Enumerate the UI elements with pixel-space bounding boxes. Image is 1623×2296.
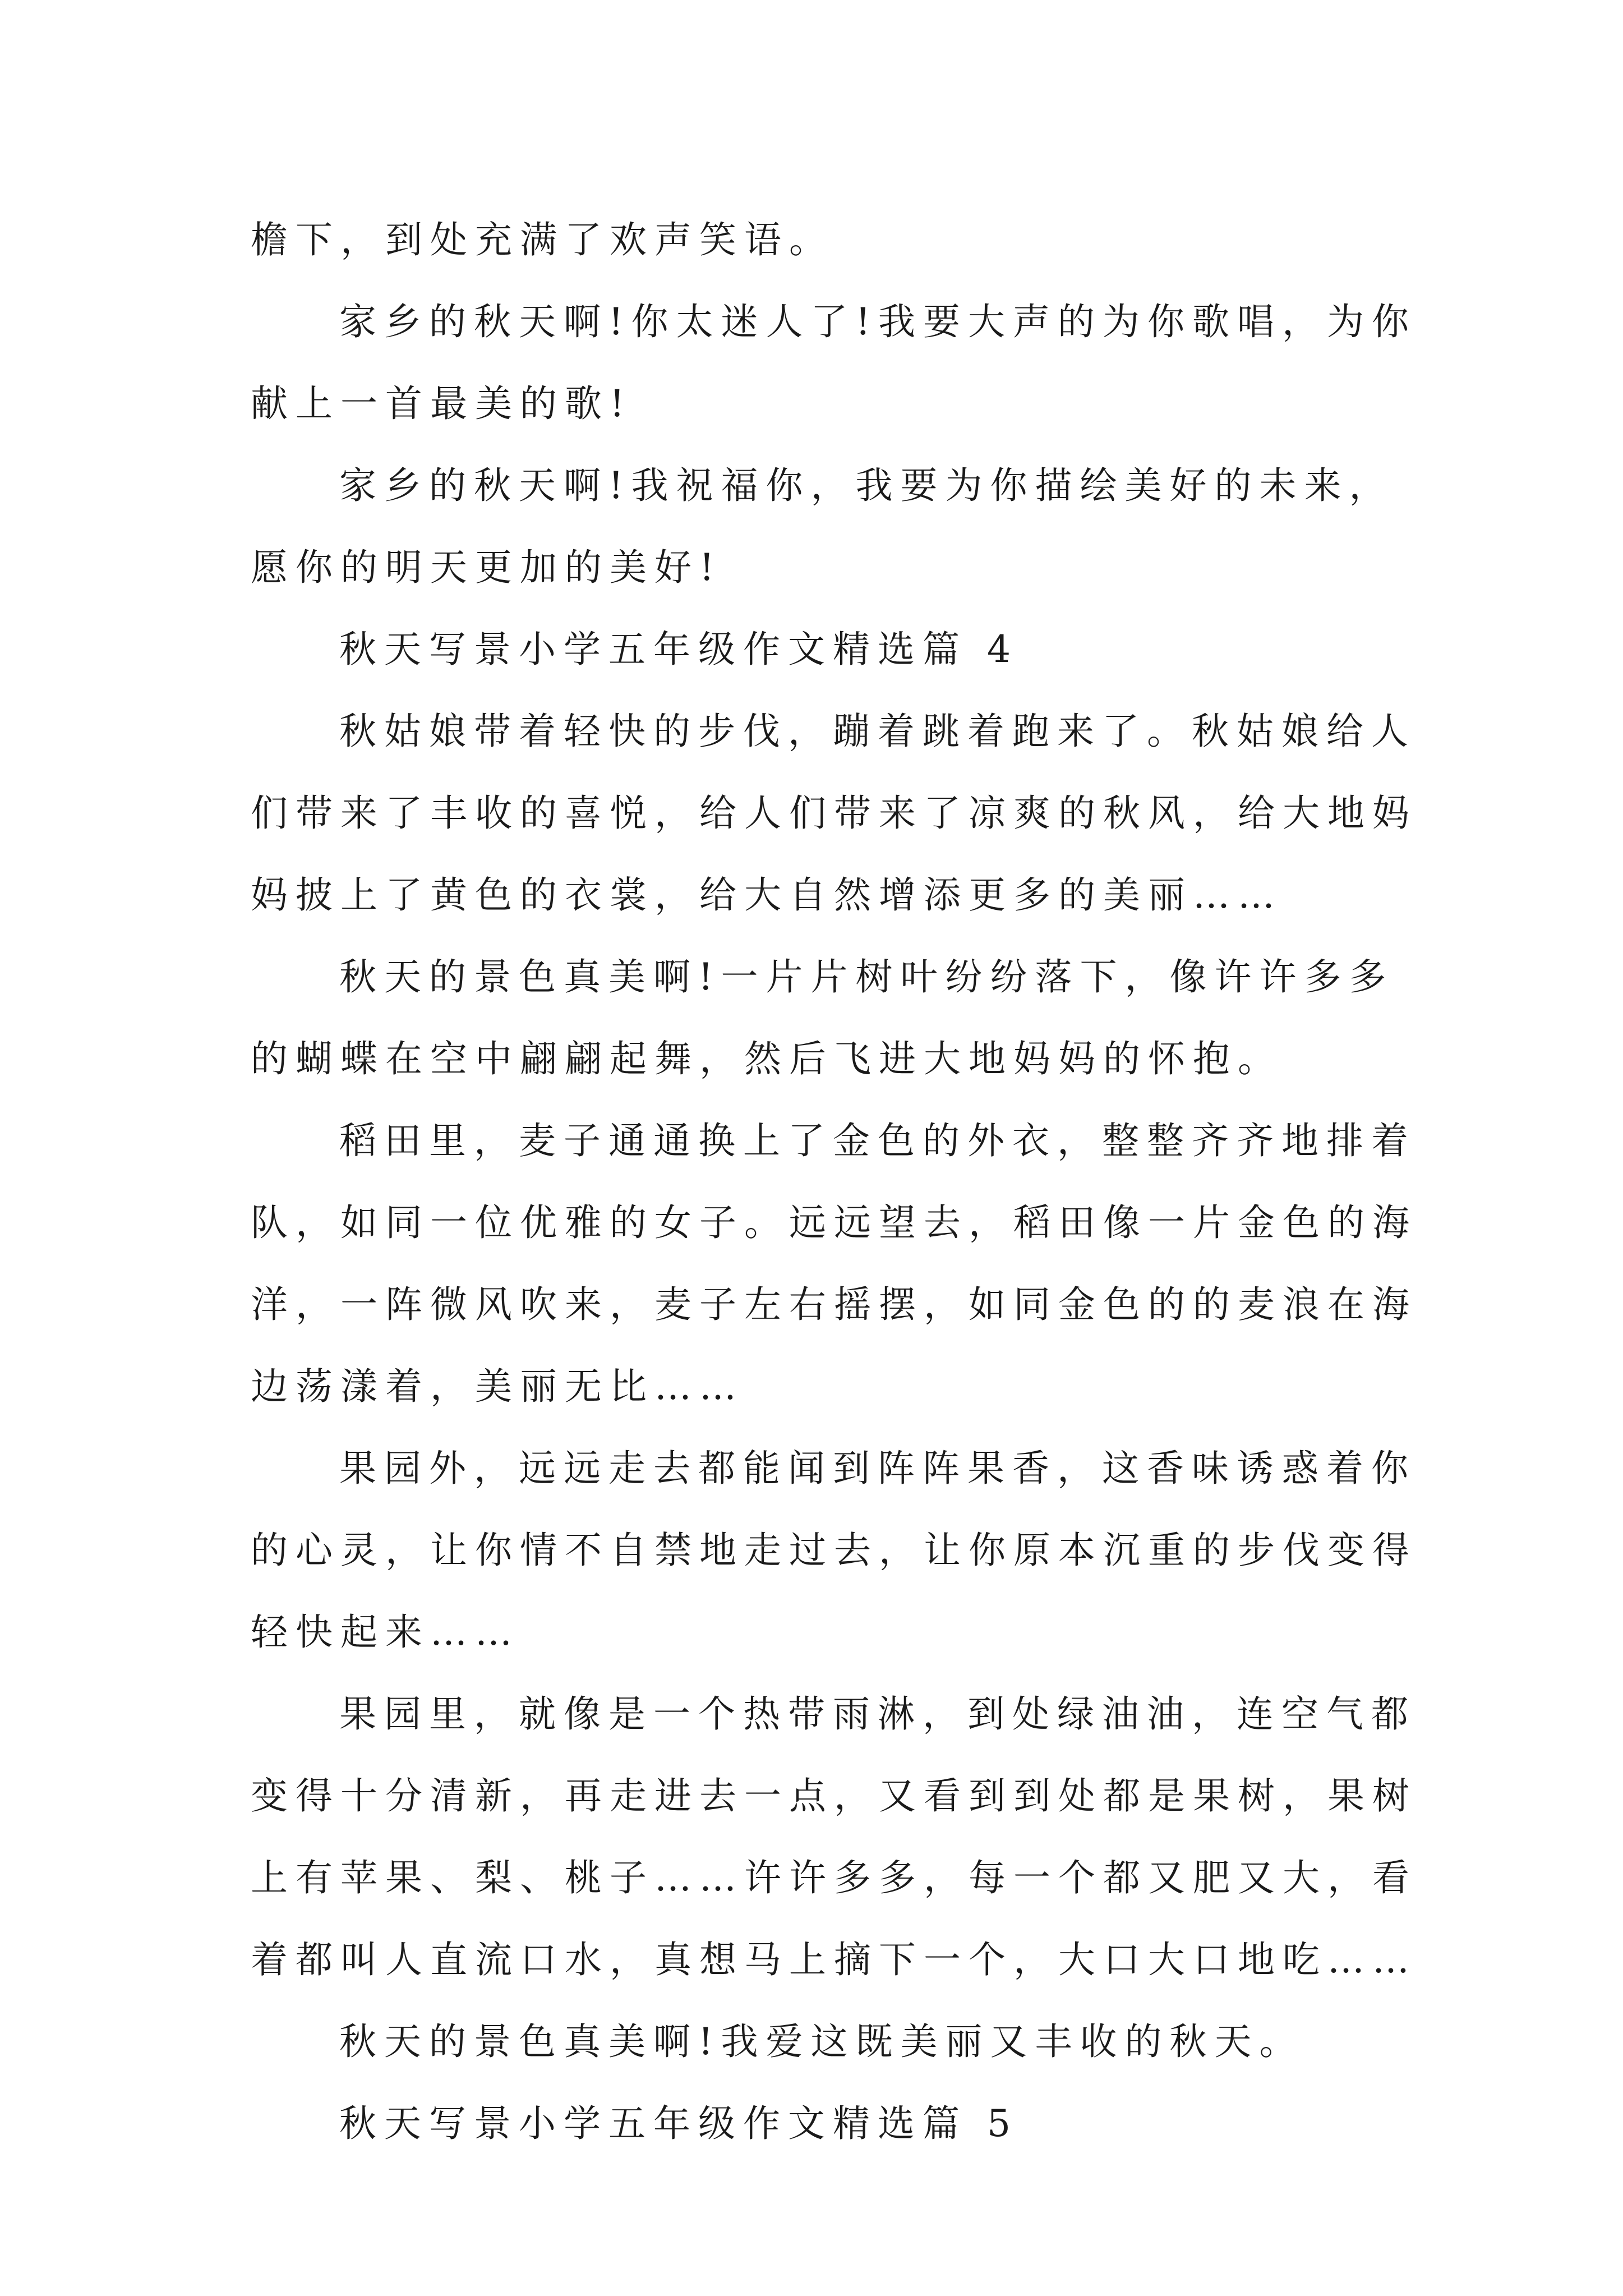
paragraph-line: 秋天的景色真美啊!我爱这既美丽又丰收的秋天。 bbox=[339, 2020, 1304, 2063]
text-line: 妈披上了黄色的衣裳，给大自然增添更多的美丽…… bbox=[251, 873, 1283, 917]
text-line: 变得十分清新，再走进去一点，又看到到处都是果树，果树 bbox=[251, 1774, 1417, 1818]
paragraph-line: 秋天的景色真美啊!一片片树叶纷纷落下，像许许多多 bbox=[339, 955, 1394, 999]
text-line: 队，如同一位优雅的女子。远远望去，稻田像一片金色的海 bbox=[251, 1201, 1417, 1244]
text-line: 的蝴蝶在空中翩翩起舞，然后飞进大地妈妈的怀抱。 bbox=[251, 1037, 1283, 1080]
paragraph-line: 稻田里，麦子通通换上了金色的外衣，整整齐齐地排着 bbox=[339, 1119, 1416, 1162]
section-heading: 秋天写景小学五年级作文精选篇 5 bbox=[339, 2102, 1018, 2145]
paragraph-line: 家乡的秋天啊!我祝福你，我要为你描绘美好的未来， bbox=[339, 464, 1394, 507]
text-line: 着都叫人直流口水，真想马上摘下一个，大口大口地吃…… bbox=[251, 1938, 1417, 1981]
paragraph-line: 秋姑娘带着轻快的步伐，蹦着跳着跑来了。秋姑娘给人 bbox=[339, 710, 1416, 753]
text-line: 边荡漾着，美丽无比…… bbox=[251, 1365, 744, 1408]
text-line: 轻快起来…… bbox=[251, 1611, 520, 1654]
text-line: 洋，一阵微风吹来，麦子左右摇摆，如同金色的的麦浪在海 bbox=[251, 1283, 1417, 1326]
text-line: 的心灵，让你情不自禁地走过去，让你原本沉重的步伐变得 bbox=[251, 1529, 1417, 1572]
paragraph-line: 果园外，远远走去都能闻到阵阵果香，这香味诱惑着你 bbox=[339, 1447, 1416, 1490]
section-heading: 秋天写景小学五年级作文精选篇 4 bbox=[339, 628, 1018, 671]
paragraph-line: 家乡的秋天啊!你太迷人了!我要大声的为你歌唱，为你 bbox=[339, 300, 1417, 343]
text-line: 愿你的明天更加的美好! bbox=[251, 546, 722, 589]
text-line: 献上一首最美的歌! bbox=[251, 382, 633, 425]
paragraph-line: 果园里，就像是一个热带雨淋，到处绿油油，连空气都 bbox=[339, 1692, 1416, 1736]
text-line: 檐下，到处充满了欢声笑语。 bbox=[251, 218, 834, 261]
text-line: 上有苹果、梨、桃子……许许多多，每一个都又肥又大，看 bbox=[251, 1856, 1417, 1899]
text-line: 们带来了丰收的喜悦，给人们带来了凉爽的秋风，给大地妈 bbox=[251, 792, 1417, 835]
